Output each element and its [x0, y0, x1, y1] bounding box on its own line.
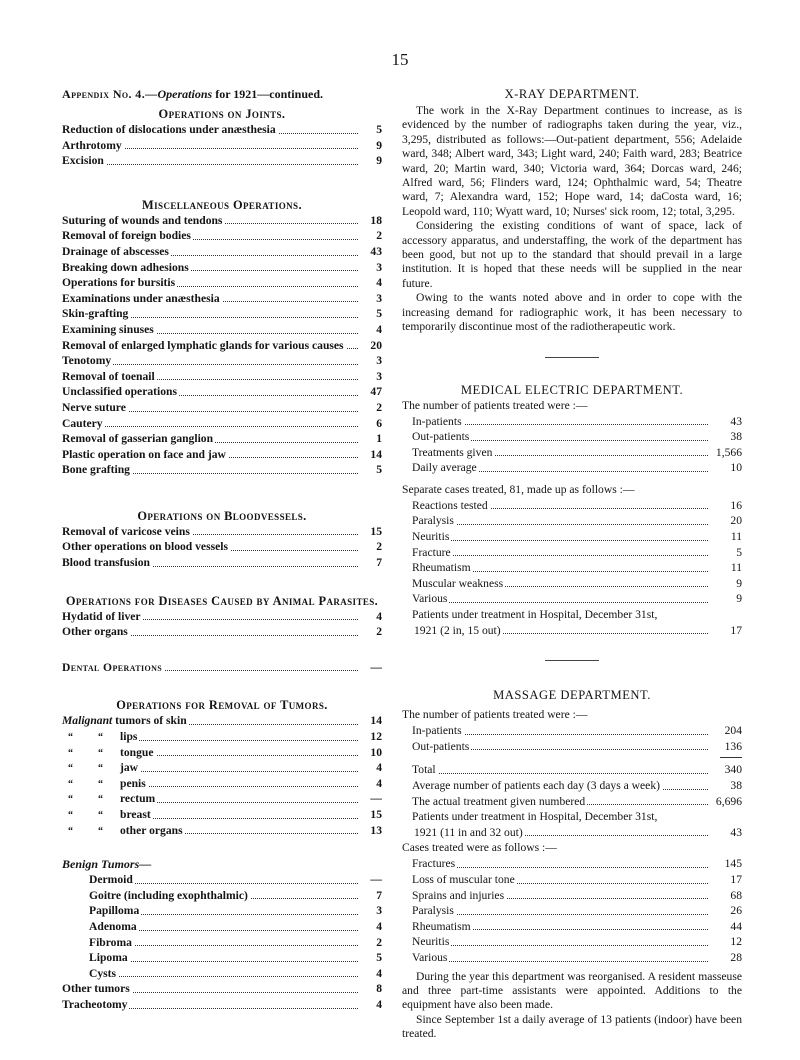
massage-cases-intro: Cases treated were as follows :—	[402, 841, 557, 855]
list-item: Average number of patients each day (3 days a week) 38	[402, 778, 742, 794]
list-item: “ “ tongue 10	[62, 745, 382, 761]
list-item: Goitre (including exophthalmic) 7	[62, 888, 382, 904]
xray-paragraph-3: Owing to the wants noted above and in order to cope with the increasing demand for radiographic work, it has been necessary to temporarily discontinue most of the radiotherapeutic work.	[402, 291, 742, 334]
list-item: Sprains and injuries 68	[402, 888, 742, 904]
massage-cases-list	[402, 856, 742, 965]
list-item: Removal of gasserian ganglion 1	[62, 432, 382, 446]
list-item: Muscular weakness 9	[402, 576, 742, 592]
list-item: Lipoma 5	[62, 950, 382, 966]
list-item: “ “ other organs 13	[62, 823, 382, 839]
list-item: “ “ jaw 4	[62, 760, 382, 776]
list-item: Adenoma 4	[62, 919, 382, 935]
xray-heading: X-RAY DEPARTMENT.	[504, 87, 640, 101]
list-item: Removal of foreign bodies 2	[62, 229, 382, 243]
tumors-heading: Operations for Removal of Tumors.	[116, 698, 328, 713]
massage-heading: MASSAGE DEPARTMENT.	[493, 688, 651, 703]
list-item: “ “ breast 15	[62, 807, 382, 823]
list-item: Removal of varicose veins 15	[62, 524, 382, 538]
list-item: Operations for bursitis 4	[62, 276, 382, 290]
electric-list	[402, 414, 742, 476]
list-item: The actual treatment given numbered 6,696	[402, 794, 742, 810]
page-number: 15	[391, 50, 409, 69]
electric-heading: MEDICAL ELECTRIC DEPARTMENT.	[460, 382, 684, 397]
list-item: Various 28	[402, 950, 742, 966]
list-item: Hydatid of liver 4	[62, 609, 382, 623]
list-item: Fibroma 2	[62, 935, 382, 951]
misc-heading: Miscellaneous Operations.	[142, 197, 302, 212]
massage-intro: The number of patients treated were :—	[402, 708, 588, 722]
parasites-list	[62, 609, 382, 640]
massage-under-treatment-row: 1921 (11 in and 32 out) 43	[402, 825, 742, 841]
list-item: Fracture 5	[402, 545, 742, 561]
list-item: Drainage of abscesses 43	[62, 244, 382, 258]
appendix-title: Appendix No. 4.—Operations for 1921—continued.	[62, 87, 323, 101]
list-item: Other organs 2	[62, 625, 382, 639]
list-item: Arthrotomy 9	[62, 138, 382, 152]
list-item: Blood transfusion 7	[62, 556, 382, 570]
list-item: Bone grafting 5	[62, 463, 382, 477]
joints-list	[62, 122, 382, 169]
electric-cases-intro: Separate cases treated, 81, made up as follows :—	[402, 482, 635, 496]
total-rule	[402, 754, 742, 762]
right-column	[402, 86, 742, 1042]
list-item: Fractures 145	[402, 856, 742, 872]
list-item: Tracheotomy 4	[62, 997, 382, 1011]
list-item: Nerve suture 2	[62, 400, 382, 414]
list-item: Unclassified operations 47	[62, 385, 382, 399]
list-item: In-patients 43	[402, 414, 742, 430]
list-item: Rheumatism 11	[402, 560, 742, 576]
list-item: Neuritis 11	[402, 529, 742, 545]
list-item: Treatments given 1,566	[402, 445, 742, 461]
list-item: Paralysis 20	[402, 513, 742, 529]
list-item: Tenotomy 3	[62, 354, 382, 368]
list-item: Other operations on blood vessels 2	[62, 540, 382, 554]
malignant-skin-row: Malignant tumors of skin 14	[62, 714, 382, 728]
list-item: Other tumors 8	[62, 982, 382, 996]
list-item: Paralysis 26	[402, 903, 742, 919]
list-item: Skin-grafting 5	[62, 307, 382, 321]
massage-stats-list	[402, 778, 742, 809]
other-tumors-list	[62, 981, 382, 1012]
list-item: “ “ penis 4	[62, 776, 382, 792]
xray-paragraph-1: The work in the X-Ray Department continues to increase, as is evidenced by the number of radiographs taken during the year, viz., 3,295, distributed as follows:—Out-patient department, 556; Adelaide ward, 348; Albert ward, 343; Light ward, 240; Faith ward, 283; Beatrice ward, 20; Martin ward, 340; Victoria ward, 364; Dorcas ward, 246; Alfred ward, 56; Flinders ward, 124; Ophthalmic ward, 54; Theatre ward, 7; Alexandra ward, 152; Hope ward, 14; daCosta ward, 16; Leopold ward, 110; Wyatt ward, 10; Nurses' sick room, 12; total, 3,295.	[402, 104, 742, 218]
list-item: Removal of enlarged lymphatic glands for various causes 20	[62, 338, 382, 352]
list-item: Plastic operation on face and jaw 14	[62, 447, 382, 461]
list-item: Reactions tested 16	[402, 498, 742, 514]
vessels-heading: Operations on Bloodvessels.	[137, 508, 307, 523]
electric-under-treatment-line1: Patients under treatment in Hospital, December 31st,	[402, 607, 742, 623]
massage-under-treatment-line1: Patients under treatment in Hospital, December 31st,	[402, 809, 742, 825]
xray-paragraph-2: Considering the existing conditions of want of space, lack of accessory apparatus, and understaffing, the work of the department has been good, but not up to the standard that should prevail in a large institution. It is hoped that these needs will be supplied in the near future.	[402, 219, 742, 290]
list-item: Reduction of dislocations under anæsthesia 5	[62, 123, 382, 136]
list-item: Loss of muscular tone 17	[402, 872, 742, 888]
list-item: Excision 9	[62, 154, 382, 168]
electric-under-treatment-row: 1921 (2 in, 15 out) 17	[402, 623, 742, 639]
list-item: Examinations under anæsthesia 3	[62, 291, 382, 305]
list-item: Removal of toenail 3	[62, 369, 382, 383]
joints-heading: Operations on Joints.	[158, 107, 286, 121]
malignant-list	[62, 729, 382, 838]
list-item: In-patients 204	[402, 723, 742, 739]
list-item: Cysts 4	[62, 966, 382, 982]
list-item: Out-patients 38	[402, 429, 742, 445]
electric-intro: The number of patients treated were :—	[402, 398, 588, 412]
vessels-list	[62, 524, 382, 571]
list-item: “ “ rectum —	[62, 791, 382, 807]
massage-list	[402, 723, 742, 754]
parasites-heading: Operations for Diseases Caused by Animal Parasites.	[65, 593, 379, 608]
benign-list	[62, 872, 382, 981]
electric-cases-list	[402, 498, 742, 607]
list-item: Out-patients 136	[402, 739, 742, 755]
benign-heading: Benign Tumors—	[62, 857, 152, 872]
massage-paragraph-1: During the year this department was reorganised. A resident masseuse and three part-time assistants were appointed. Additions to the equipment have also been made.	[402, 969, 742, 1012]
left-column	[62, 86, 382, 1013]
list-item: Suturing of wounds and tendons 18	[62, 213, 382, 227]
list-item: Daily average 10	[402, 460, 742, 476]
list-item: Examining sinuses 4	[62, 322, 382, 336]
dental-operations-row: Dental Operations —	[62, 660, 382, 674]
list-item: Rheumatism 44	[402, 919, 742, 935]
massage-paragraph-2: Since September 1st a daily average of 13 patients (indoor) have been treated.	[402, 1012, 742, 1041]
massage-total-row: Total 340	[402, 762, 742, 778]
list-item: Papilloma 3	[62, 903, 382, 919]
list-item: Dermoid —	[62, 872, 382, 888]
misc-list	[62, 213, 382, 478]
list-item: Breaking down adhesions 3	[62, 260, 382, 274]
list-item: Various 9	[402, 591, 742, 607]
list-item: Neuritis 12	[402, 934, 742, 950]
list-item: Cautery 6	[62, 416, 382, 430]
list-item: “ “ lips 12	[62, 729, 382, 745]
